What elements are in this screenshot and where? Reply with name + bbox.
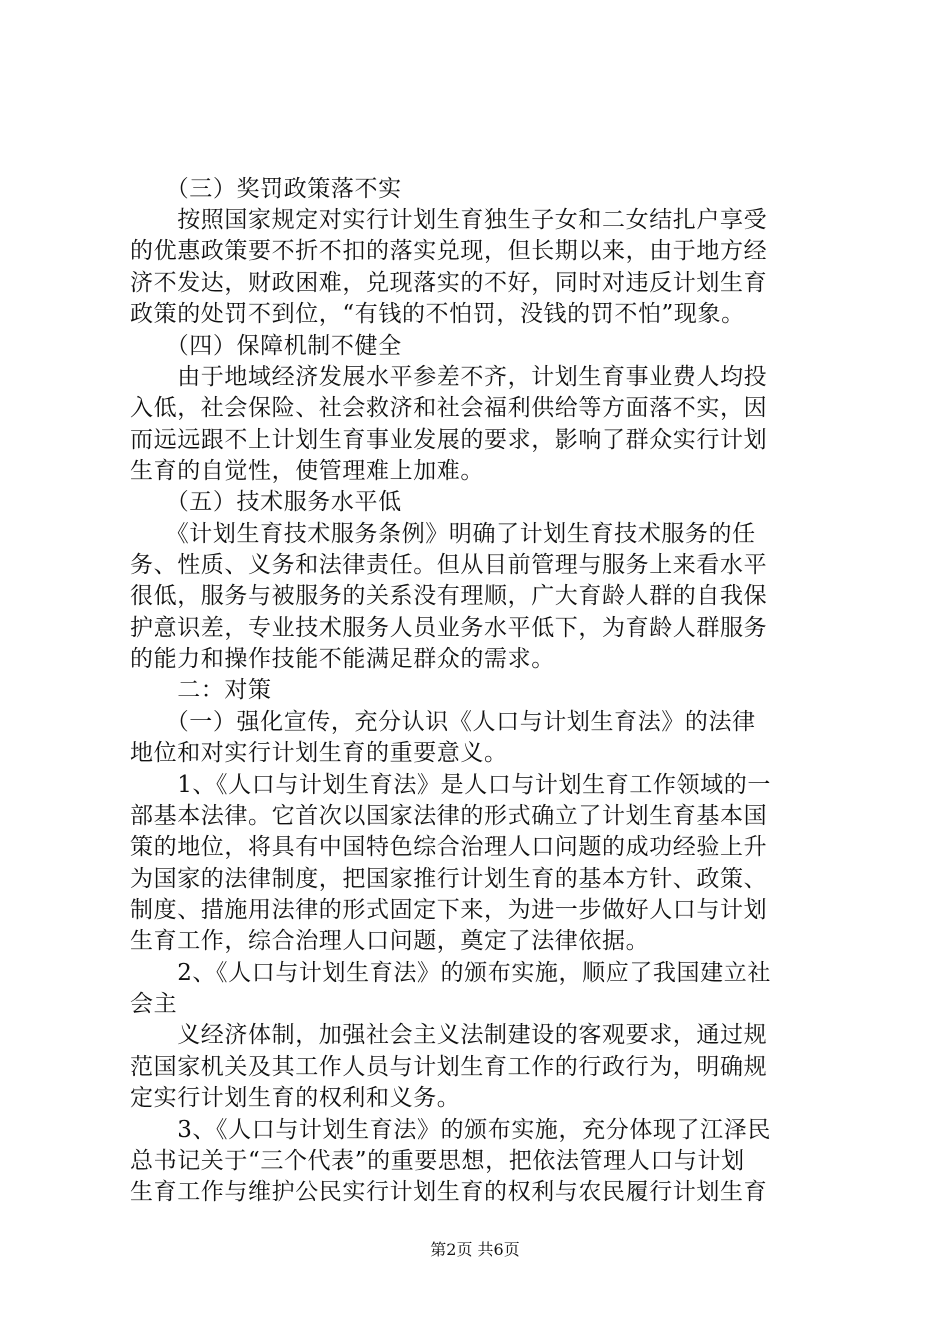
text-line: （四）保障机制不健全 bbox=[130, 333, 402, 359]
text-line: 二：对策 bbox=[130, 677, 272, 703]
text-line: 地位和对实行计划生育的重要意义。 bbox=[130, 740, 508, 766]
text-line: 制度、措施用法律的形式固定下来，为进一步做好人口与计划 bbox=[130, 897, 768, 923]
text-line: 生育的自觉性，使管理难上加难。 bbox=[130, 458, 484, 484]
text-line: 由于地域经济发展水平参差不齐，计划生育事业费人均投 bbox=[130, 364, 768, 390]
text-line: 部基本法律。它首次以国家法律的形式确立了计划生育基本国 bbox=[130, 803, 768, 829]
text-line: 义经济体制，加强社会主义法制建设的客观要求，通过规 bbox=[130, 1022, 768, 1048]
text-line: 按照国家规定对实行计划生育独生子女和二女结扎户享受 bbox=[130, 207, 768, 233]
text-line: 很低，服务与被服务的关系没有理顺，广大育龄人群的自我保 bbox=[130, 583, 768, 609]
text-line: 《计划生育技术服务条例》明确了计划生育技术服务的任 bbox=[130, 521, 756, 547]
text-line: 策的地位，将具有中国特色综合治理人口问题的成功经验上升 bbox=[130, 834, 768, 860]
text-line: 护意识差，专业技术服务人员业务水平低下，为育龄人群服务 bbox=[130, 615, 768, 641]
text-line: 生育工作，综合治理人口问题，奠定了法律依据。 bbox=[130, 928, 650, 954]
text-line: 生育工作与维护公民实行计划生育的权利与农民履行计划生育 bbox=[130, 1179, 768, 1205]
text-line: 1、《人口与计划生育法》是人口与计划生育工作领域的一 bbox=[130, 772, 771, 798]
text-line: 济不发达，财政困难，兑现落实的不好，同时对违反计划生育 bbox=[130, 270, 768, 296]
text-line: 的优惠政策要不折不扣的落实兑现，但长期以来，由于地方经 bbox=[130, 238, 768, 264]
text-line: 总书记关于“三个代表”的重要思想，把依法管理人口与计划 bbox=[130, 1148, 745, 1174]
text-line: （一）强化宣传，充分认识《人口与计划生育法》的法律 bbox=[130, 709, 756, 735]
text-line: 为国家的法律制度，把国家推行计划生育的基本方针、政策、 bbox=[130, 866, 768, 892]
page-number-footer: 第2页 共6页 bbox=[430, 1240, 520, 1259]
text-line: 会主 bbox=[130, 991, 178, 1017]
text-line: （三）奖罚政策落不实 bbox=[130, 176, 402, 202]
text-line: 3、《人口与计划生育法》的颁布实施，充分体现了江泽民 bbox=[130, 1117, 771, 1143]
text-line: 定实行计划生育的权利和义务。 bbox=[130, 1085, 461, 1111]
text-line: 而远远跟不上计划生育事业发展的要求，影响了群众实行计划 bbox=[130, 427, 768, 453]
text-line: （五）技术服务水平低 bbox=[130, 489, 402, 515]
text-line: 务、性质、义务和法律责任。但从目前管理与服务上来看水平 bbox=[130, 552, 768, 578]
text-line: 2、《人口与计划生育法》的颁布实施，顺应了我国建立社 bbox=[130, 960, 771, 986]
text-line: 的能力和操作技能不能满足群众的需求。 bbox=[130, 646, 555, 672]
text-line: 政策的处罚不到位，“有钱的不怕罚，没钱的罚不怕”现象。 bbox=[130, 301, 745, 327]
text-line: 入低，社会保险、社会救济和社会福利供给等方面落不实，因 bbox=[130, 395, 768, 421]
text-line: 范国家机关及其工作人员与计划生育工作的行政行为，明确规 bbox=[130, 1054, 768, 1080]
